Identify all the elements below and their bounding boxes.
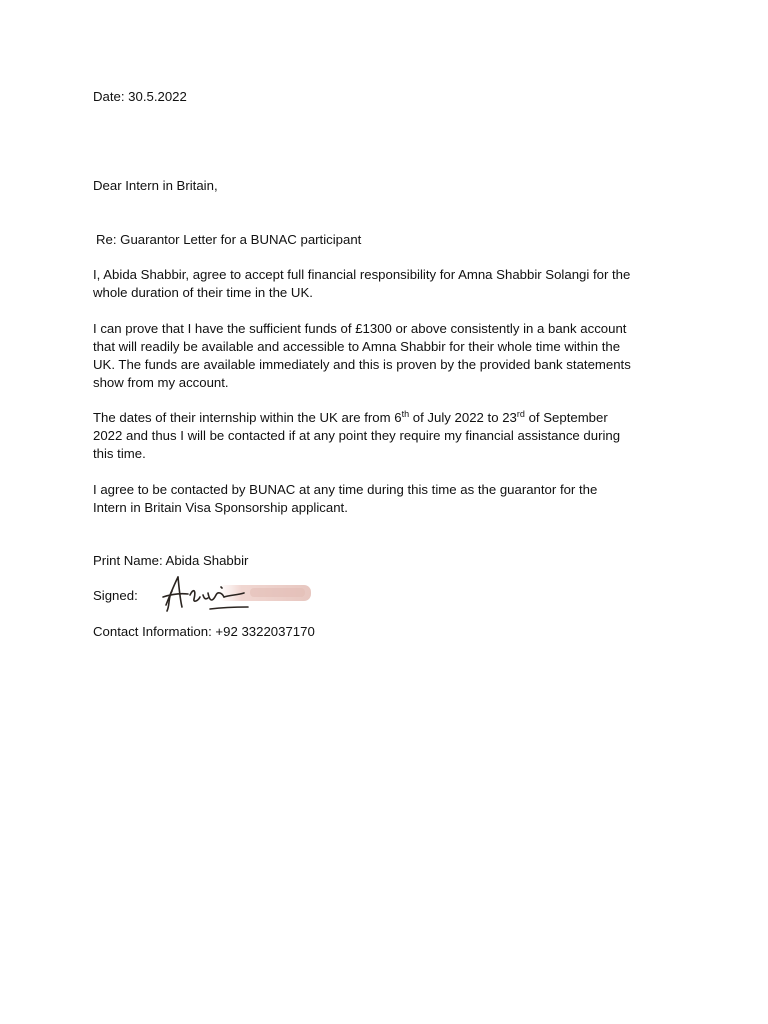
paragraph-line: this time. — [93, 446, 146, 461]
ordinal-suffix: rd — [516, 409, 525, 419]
paragraph-funds — [93, 320, 683, 392]
salutation: Dear Intern in Britain, — [93, 178, 218, 193]
paragraph-contact-consent — [93, 481, 683, 517]
date-line: Date: 30.5.2022 — [93, 89, 187, 104]
paragraph-line: that will readily be available and accessible to Amna Shabbir for their whole time within the — [93, 339, 621, 354]
signature — [158, 573, 313, 615]
paragraph-line: show from my account. — [93, 375, 229, 390]
paragraph-line: UK. The funds are available immediately and this is proven by the provided bank statements — [93, 357, 631, 372]
subject-line: Re: Guarantor Letter for a BUNAC participant — [96, 232, 362, 247]
paragraph-dates — [93, 409, 683, 463]
paragraph-line: whole duration of their time in the UK. — [93, 285, 313, 300]
handwritten-signature-image — [158, 573, 313, 615]
contact-information: Contact Information: +92 3322037170 — [93, 624, 315, 639]
paragraph-line — [93, 409, 683, 427]
print-name-line: Print Name: Abida Shabbir — [93, 553, 249, 568]
paragraph-line: I agree to be contacted by BUNAC at any time during this time as the guarantor for the — [93, 482, 598, 497]
text-segment: of July 2022 to 23 — [409, 410, 517, 425]
paragraph-responsibility — [93, 266, 683, 302]
text-segment: of September — [524, 410, 608, 425]
paragraph-line: I can prove that I have the sufficient funds of £1300 or above consistently in a bank account — [93, 321, 627, 336]
ordinal-suffix: th — [401, 409, 410, 419]
paragraph-line: 2022 and thus I will be contacted if at any point they require my financial assistance during — [93, 428, 621, 443]
paragraph-line: I, Abida Shabbir, agree to accept full financial responsibility for Amna Shabbir Solangi for the — [93, 267, 631, 282]
text-segment: The dates of their internship within the UK are from 6 — [93, 410, 402, 425]
signed-label: Signed: — [93, 588, 138, 603]
paragraph-line: Intern in Britain Visa Sponsorship applicant. — [93, 500, 348, 515]
